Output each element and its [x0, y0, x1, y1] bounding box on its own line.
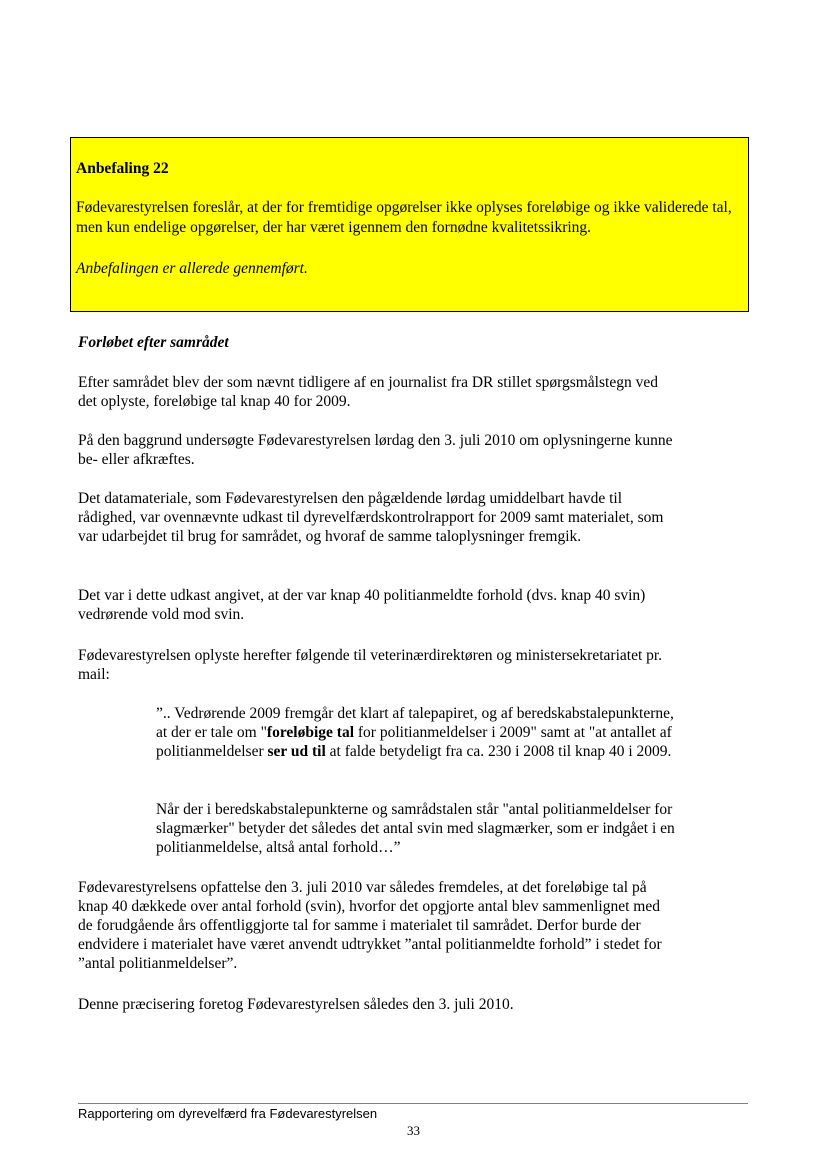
quote-text: at falde betydeligt fra ca. 230 i 2008 til knap 40 i 2009.	[325, 743, 672, 760]
quote-text: ”.. Vedrørende 2009 fremgår det klart af talepapiret, og af beredskabstalepunkterne, at der er tale om "	[156, 705, 674, 741]
paragraph-3: Det datamateriale, som Fødevarestyrelsen den pågældende lørdag umiddelbart havde til rådighed, var ovennævnte udkast til dyrevelfærdskontrolrapport for 2009 samt materialet, som var udarbejdet til brug for samrådet, og hvoraf de samme taloplysninger fremgik.	[78, 490, 664, 545]
section-heading: Forløbet efter samrådet	[78, 334, 229, 351]
paragraph-1: Efter samrådet blev der som nævnt tidligere af en journalist fra DR stillet spørgsmålstegn ved det oplyste, foreløbige tal knap 40 for 2009.	[78, 374, 658, 410]
recommendation-box	[70, 137, 749, 312]
paragraph-4: Det var i dette udkast angivet, at der var knap 40 politianmeldte forhold (dvs. knap 40 svin) vedrørende vold mod svin.	[78, 587, 646, 623]
quote-paragraph-1	[156, 704, 676, 761]
paragraph-5: Fødevarestyrelsen oplyste herefter følgende til veterinærdirektøren og ministersekretariatet pr. mail:	[78, 647, 663, 683]
quote-text: for politianmeldelser i 2009" samt at "at antallet af politianmeldelser	[156, 724, 672, 760]
recommendation-body: Fødevarestyrelsen foreslår, at der for fremtidige opgørelser ikke oplyses foreløbige og ikke validerede tal, men kun endelige opgørelser, der har været igennem den fornødne kvalitetssikring.	[76, 199, 732, 236]
recommendation-title: Anbefaling 22	[76, 160, 169, 177]
quote-bold: foreløbige tal	[266, 724, 355, 741]
quote-paragraph-2: Når der i beredskabstalepunkterne og samrådstalen står "antal politianmeldelser for slagmærker" betyder det således det antal svin med slagmærker, som er indgået i en politianmeldelse, altså antal forhold…”	[156, 801, 675, 856]
closing-paragraph-2: Denne præcisering foretog Fødevarestyrelsen således den 3. juli 2010.	[78, 996, 514, 1013]
page-number: 33	[407, 1123, 420, 1138]
footer-divider	[78, 1103, 748, 1104]
quote-bold: ser ud til	[267, 743, 326, 760]
paragraph-2: På den baggrund undersøgte Fødevarestyrelsen lørdag den 3. juli 2010 om oplysningerne kunne be- eller afkræftes.	[78, 432, 673, 468]
recommendation-note: Anbefalingen er allerede gennemført.	[76, 260, 308, 277]
footer-text: Rapportering om dyrevelfærd fra Fødevarestyrelsen	[78, 1106, 378, 1121]
closing-paragraph-1: Fødevarestyrelsens opfattelse den 3. juli 2010 var således fremdeles, at det foreløbige tal på knap 40 dækkede over antal forhold (svin), hvorfor det opgjorte antal blev sammenlignet med de forudgående års offentliggjorte tal for samme i materialet til samrådet. Derfor burde der endvidere i materialet have været anvendt udtrykket ”antal politianmeldte forhold” i stedet for ”antal politianmeldelser”.	[78, 879, 662, 972]
